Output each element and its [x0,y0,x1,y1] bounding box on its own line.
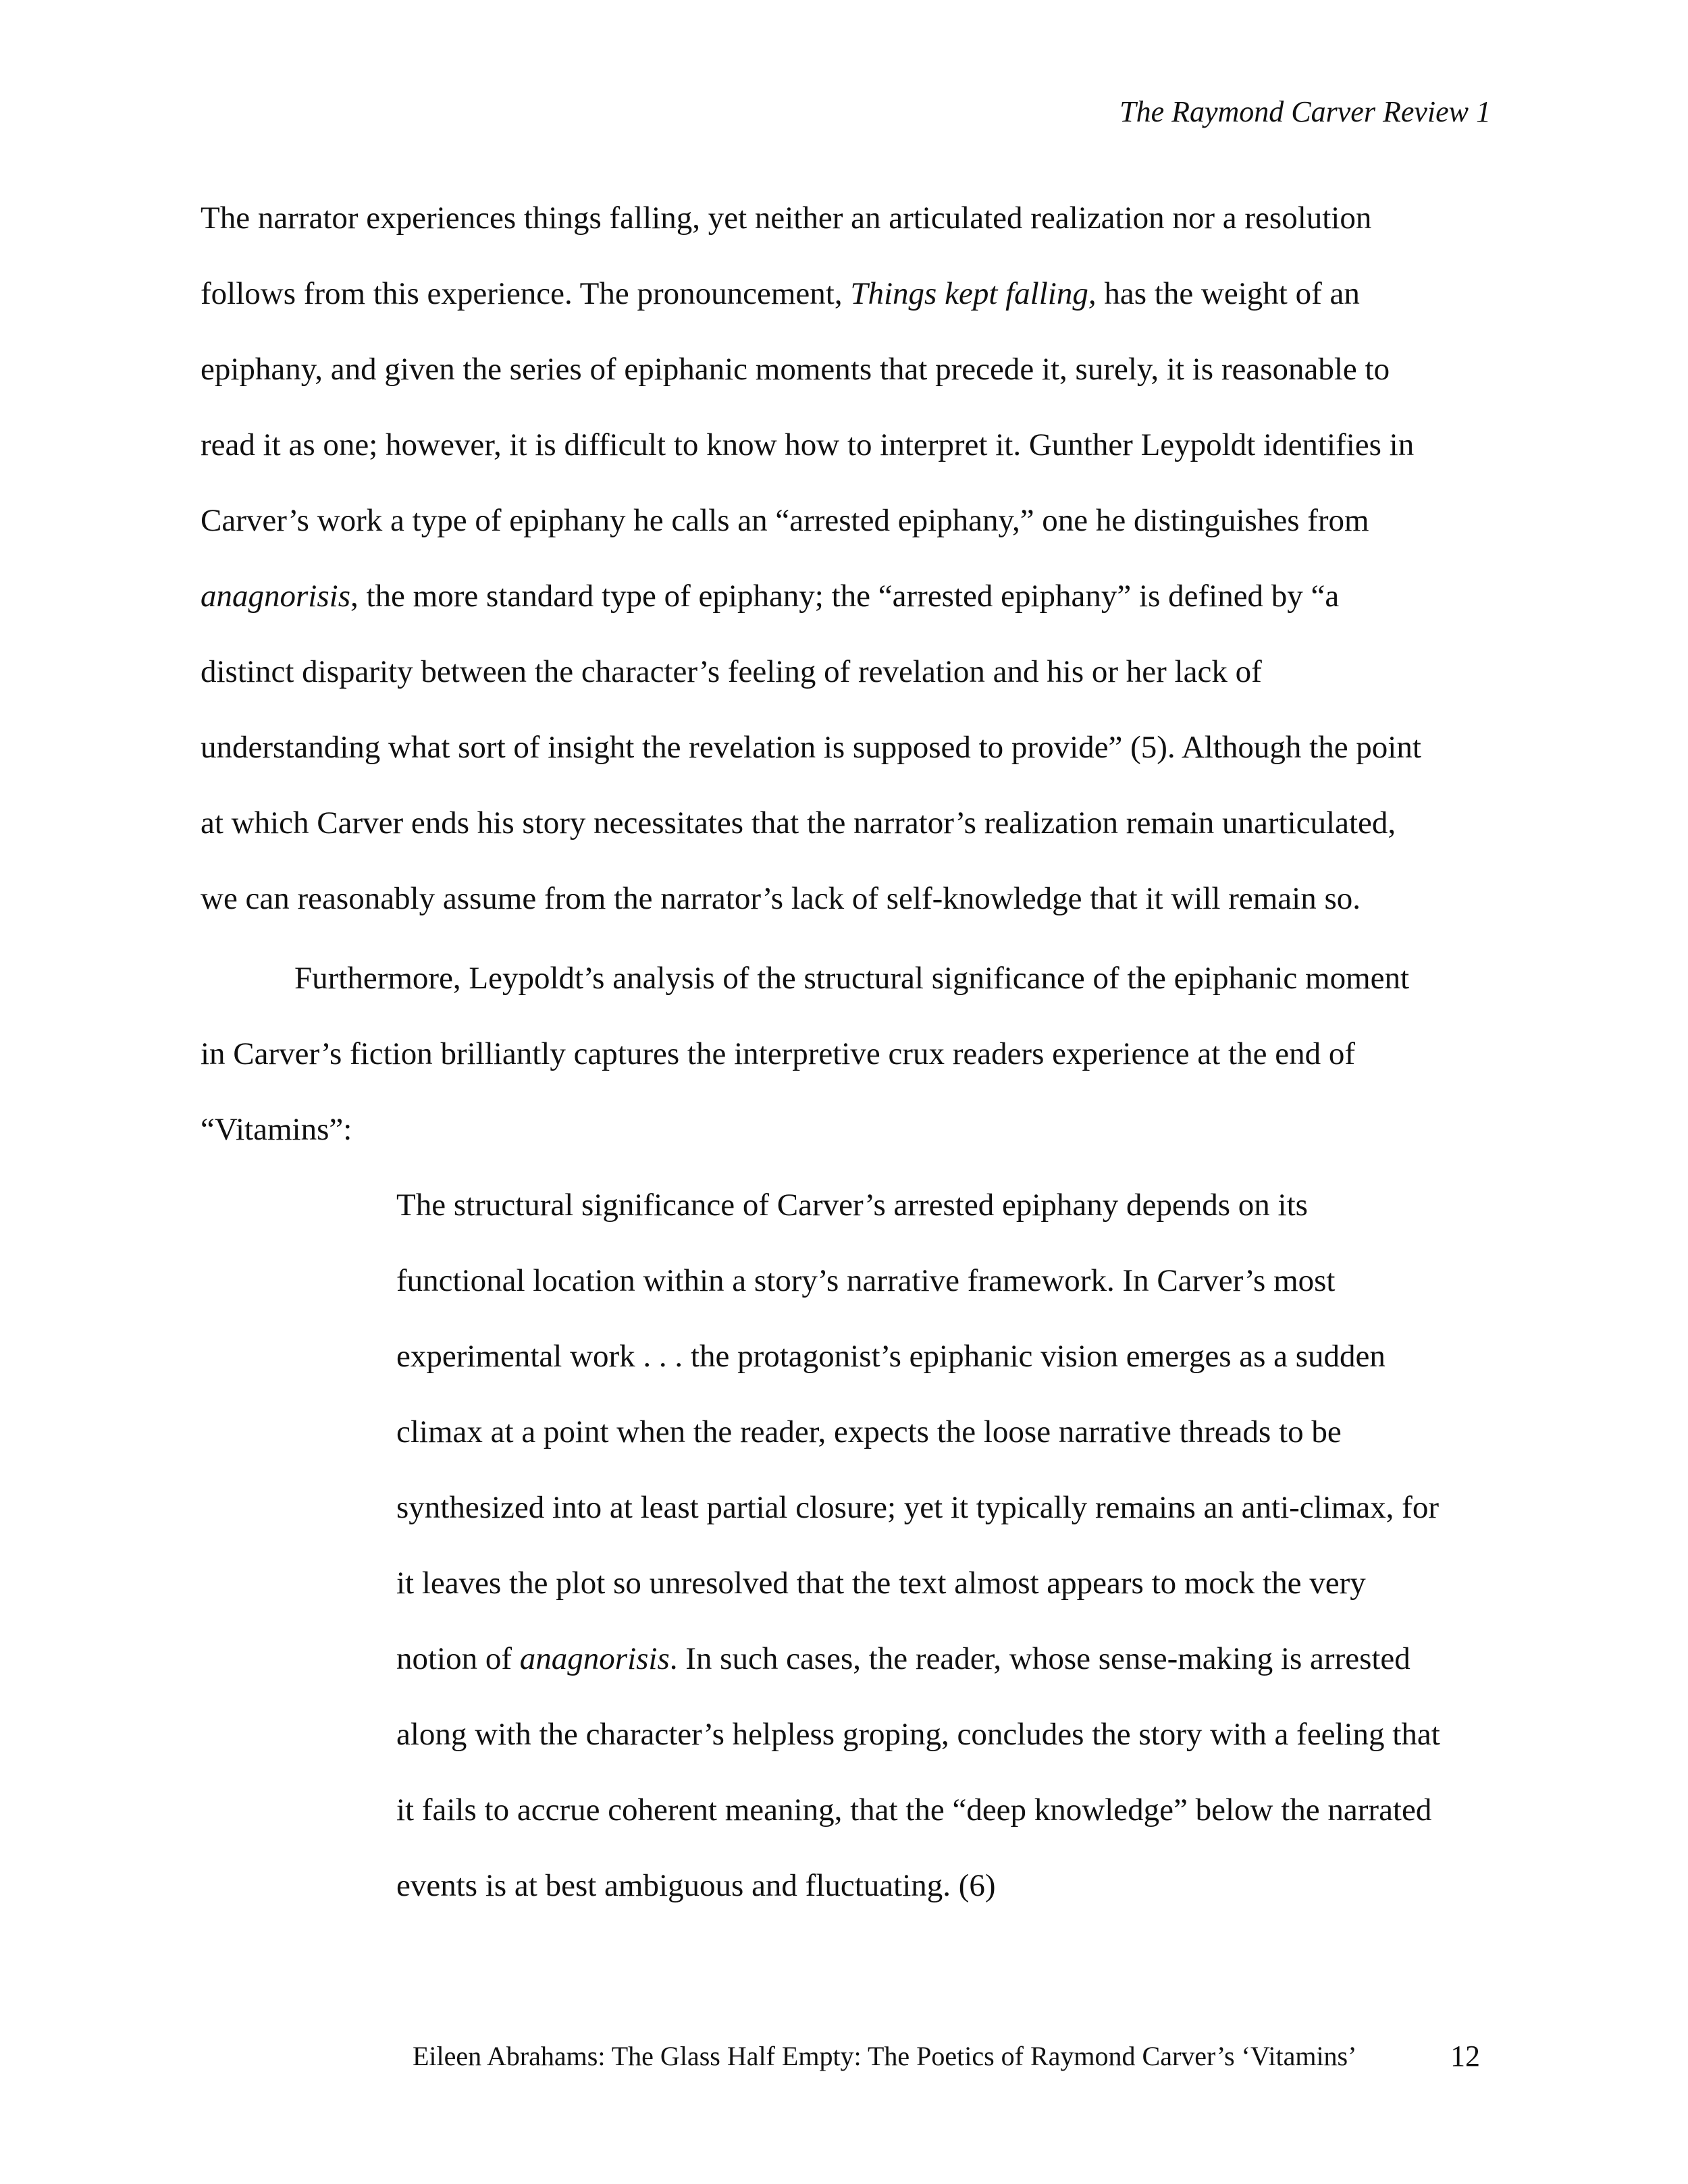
paragraph-line: distinct disparity between the character’s feeling of revelation and his or her lack of [201,654,1262,689]
text-run: . In such cases, the reader, whose sense-making is arrested [669,1641,1410,1676]
paragraph-line: Furthermore, Leypoldt’s analysis of the structural significance of the epiphanic moment [294,961,1410,996]
block-quote-line [396,1643,1410,1675]
block-quote-line: events is at best ambiguous and fluctuating. (6) [396,1868,996,1903]
text-run: notion of [396,1641,520,1676]
italic-term: anagnorisis [201,579,350,614]
block-quote-line: climax at a point when the reader, expects the loose narrative threads to be [396,1414,1342,1449]
block-quote-line: it leaves the plot so unresolved that the text almost appears to mock the very [396,1566,1366,1601]
block-quote-line: synthesized into at least partial closure; yet it typically remains an anti-climax, for [396,1490,1439,1525]
paragraph-line: in Carver’s fiction brilliantly captures the interpretive crux readers experience at the end of [201,1036,1355,1071]
paragraph-line: epiphany, and given the series of epiphanic moments that precede it, surely, it is reasonable to [201,352,1390,387]
italic-phrase: Things kept falling, [850,276,1097,311]
paragraph-line: at which Carver ends his story necessitates that the narrator’s realization remain unarticulated, [201,805,1396,841]
italic-term: anagnorisis [519,1641,670,1676]
paragraph-line: understanding what sort of insight the revelation is supposed to provide” (5). Although the point [201,730,1421,765]
block-quote-line: functional location within a story’s narrative framework. In Carver’s most [396,1263,1336,1298]
footer-citation: Eileen Abrahams: The Glass Half Empty: The Poetics of Raymond Carver’s ‘Vitamins’ [413,2041,1357,2071]
block-quote-line: experimental work . . . the protagonist’s epiphanic vision emerges as a sudden [396,1339,1386,1374]
paragraph-line: Carver’s work a type of epiphany he calls an “arrested epiphany,” one he distinguishes from [201,503,1369,538]
page-number: 12 [1450,2040,1480,2073]
paragraph-line [201,278,1360,310]
text-run: , the more standard type of epiphany; the “arrested epiphany” is defined by “a [350,579,1340,614]
text-run: has the weight of an [1096,276,1360,311]
block-quote-line: it fails to accrue coherent meaning, that the “deep knowledge” below the narrated [396,1792,1432,1828]
block-quote-line: The structural significance of Carver’s arrested epiphany depends on its [396,1188,1308,1223]
paragraph-line: we can reasonably assume from the narrator’s lack of self-knowledge that it will remain so. [201,881,1361,916]
paragraph-line [201,581,1339,612]
text-run: follows from this experience. The pronouncement, [201,276,851,311]
paragraph-line: “Vitamins”: [201,1112,352,1147]
paragraph-line: The narrator experiences things falling, yet neither an articulated realization nor a resolution [201,201,1372,236]
paragraph-line: read it as one; however, it is difficult to know how to interpret it. Gunther Leypoldt identifies in [201,427,1415,462]
block-quote-line: along with the character’s helpless groping, concludes the story with a feeling that [396,1717,1440,1752]
running-header: The Raymond Carver Review 1 [1119,95,1491,128]
